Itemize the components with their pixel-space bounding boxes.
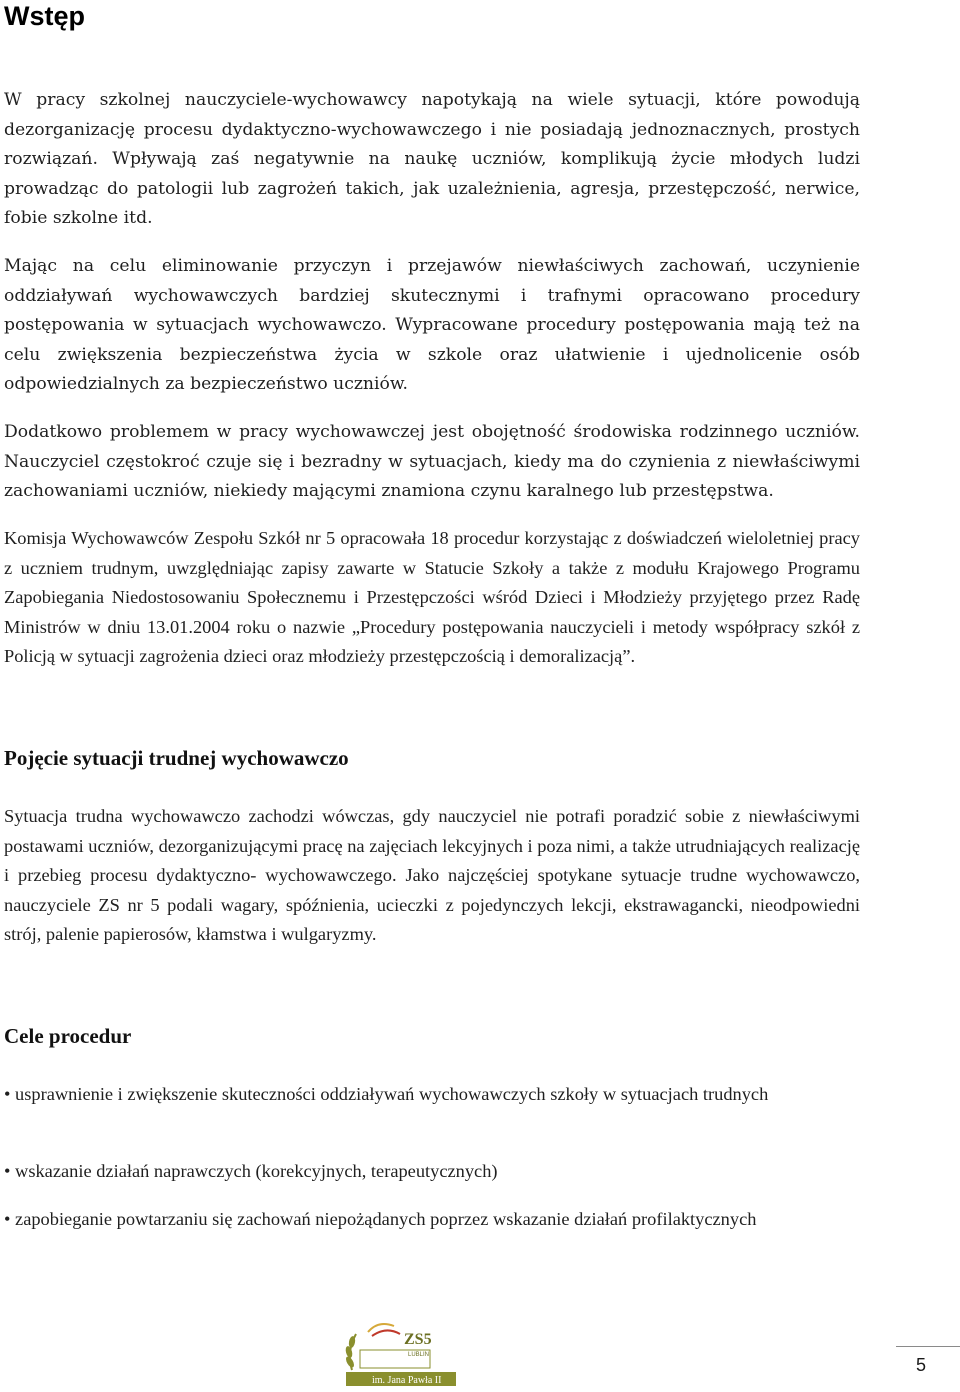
page-number-divider — [896, 1346, 960, 1347]
logo-text-name: im. Jana Pawła II — [372, 1375, 442, 1386]
intro-paragraph-4: Komisja Wychowawców Zespołu Szkół nr 5 opracowała 18 procedur korzystając z doświadczeń wieloletniej pracy z uczniem trudnym, uwzględniając zapisy zawarte w Statucie Szkoły a także z modułu Krajowego Programu Zapobiegania Niedostosowaniu Społecznemu i Przestępczości wśród Dzieci i Młodzieży przyjętego przez Radę Ministrów w dniu 13.01.2004 roku o nazwie „Procedury postępowania nauczycieli i metody współpracy szkół z Policją w sytuacji zagrożenia dzieci oraz młodzieży przestępczością i demoralizacją”. — [4, 528, 860, 667]
logo-text-city: LUBLIN — [408, 1352, 430, 1358]
goal-item-1: • usprawnienie i zwiększenie skuteczności oddziaływań wychowawczych szkoły w sytuacjach trudnych — [4, 1084, 769, 1104]
page-number: 5 — [916, 1355, 927, 1375]
section-heading-situation: Pojęcie sytuacji trudnej wychowawczo — [4, 746, 349, 770]
goal-item-2: • wskazanie działań naprawczych (korekcyjnych, terapeutycznych) — [4, 1161, 498, 1181]
laurel-icon — [344, 1324, 400, 1370]
intro-paragraph-1: W pracy szkolnej nauczyciele-wychowawcy napotykają na wiele sytuacji, które powodują dezorganizację procesu dydaktyczno-wychowawczego i nie posiadają jednoznacznych, prostych rozwiązań. Wpływają zaś negatywnie na naukę uczniów, komplikują życie młodych ludzi prowadząc do patologii lub zagrożeń takich, jak uzależnienia, agresja, przestępczość, nerwice, fobie szkolne itd. — [4, 90, 860, 229]
section-heading-goals: Cele procedur — [4, 1024, 132, 1048]
intro-paragraph-3: Dodatkowo problemem w pracy wychowawczej jest obojętność środowiska rodzinnego uczniów. Nauczyciel częstokroć czuje się i bezradny w sytuacjach, kiedy ma do czynienia z niewłaściwymi zachowaniami uczniów, niekiedy mającymi znamiona czynu karalnego lub przestępstwa. — [4, 422, 860, 502]
situation-paragraph: Sytuacja trudna wychowawczo zachodzi wówczas, gdy nauczyciel nie potrafi poradzić sobie z niewłaściwymi postawami uczniów, dezorganizującymi pracę na zajęciach lekcyjnych i poza nimi, a także utrudniających realizację i przebieg procesu dydaktyczno- wychowawczego. Jako najczęściej spotykane sytuacje trudne wychowawczo, nauczyciele ZS nr 5 podali wagary, spóźnienia, ucieczki z pojedynczych lekcji, ekstrawagancki, nieodpowiedni strój, palenie papierosów, kłamstwa i wulgaryzmy. — [4, 806, 860, 945]
goal-item-3: • zapobieganie powtarzaniu się zachowań niepożądanych poprzez wskazanie działań profilaktycznych — [4, 1209, 757, 1229]
logo-text-zs5: ZS5 — [404, 1331, 432, 1348]
page-title: Wstęp — [4, 1, 85, 31]
school-logo — [342, 1322, 470, 1390]
intro-paragraph-2: Mając na celu eliminowanie przyczyn i przejawów niewłaściwych zachowań, uczynienie oddziaływań wychowawczych bardziej skutecznymi i trafnymi opracowano procedury postępowania w sytuacjach wychowawczo. Wypracowane procedury postępowania mają też na celu zwiększenia bezpieczeństwa życia w szkole oraz ułatwienie i ujednolicenie osób odpowiedzialnych za bezpieczeństwo uczniów. — [4, 256, 860, 395]
